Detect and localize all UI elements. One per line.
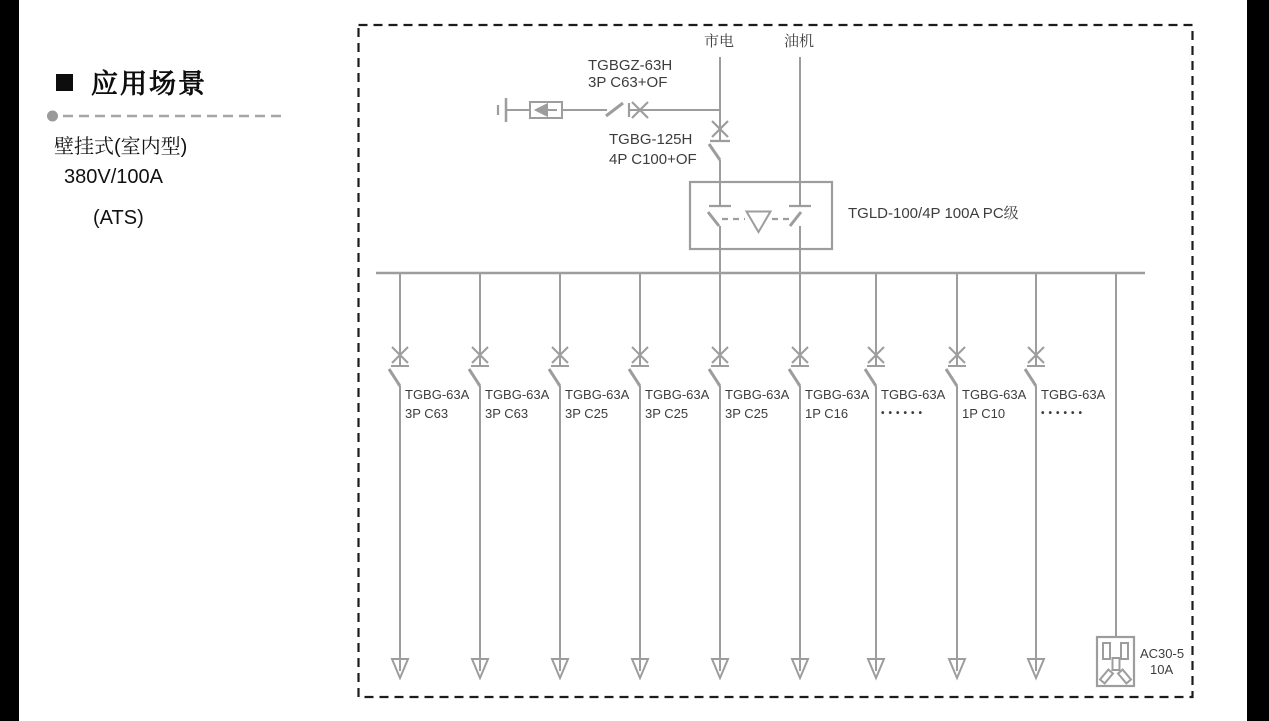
branch-4-model: TGBG-63A bbox=[645, 387, 710, 402]
sidebar-separator bbox=[47, 111, 281, 122]
sidebar-text-mount-type: 壁挂式(室内型) bbox=[54, 136, 188, 158]
spd-breaker-model: TGBGZ-63H bbox=[588, 57, 673, 74]
socket-icon bbox=[1097, 637, 1134, 686]
branch-feeder-1 bbox=[389, 273, 409, 678]
sidebar-text-rating: 380V/100A bbox=[64, 166, 163, 188]
branch-1-model: TGBG-63A bbox=[405, 387, 470, 402]
mains-incoming-line bbox=[709, 57, 730, 206]
branch-feeder-8 bbox=[946, 273, 966, 678]
main-breaker-spec: 4P C100+OF bbox=[609, 151, 697, 168]
ats-switch bbox=[690, 182, 832, 273]
mains-source-label: 市电 bbox=[704, 33, 735, 50]
branch-6-spec: 1P C16 bbox=[805, 406, 849, 421]
spd-branch bbox=[498, 98, 720, 122]
branch-2-model: TGBG-63A bbox=[485, 387, 550, 402]
branch-feeder-3 bbox=[549, 273, 569, 678]
branch-feeder-6 bbox=[789, 273, 809, 678]
branch-5-spec: 3P C25 bbox=[725, 406, 769, 421]
branch-feeder-9 bbox=[1025, 273, 1045, 678]
branch-9-spec: •••••• bbox=[1041, 408, 1087, 419]
branch-8-model: TGBG-63A bbox=[962, 387, 1027, 402]
section-heading: 应用场景 bbox=[91, 69, 207, 99]
branch-4-spec: 3P C25 bbox=[645, 406, 689, 421]
ats-label: TGLD-100/4P 100A PC级 bbox=[848, 205, 1019, 222]
branch-3-model: TGBG-63A bbox=[565, 387, 630, 402]
diagram-dashed-border bbox=[359, 25, 1193, 697]
branch-feeder-4 bbox=[629, 273, 649, 678]
branch-feeder-2 bbox=[469, 273, 489, 678]
branch-7-spec: •••••• bbox=[881, 408, 927, 419]
branch-2-spec: 3P C63 bbox=[485, 406, 529, 421]
generator-source-label: 油机 bbox=[784, 33, 815, 50]
branch-1-spec: 3P C63 bbox=[405, 406, 449, 421]
socket-branch bbox=[1097, 273, 1134, 686]
branch-feeder-7 bbox=[865, 273, 885, 678]
ats-linkage-triangle-icon bbox=[747, 212, 771, 233]
branch-8-spec: 1P C10 bbox=[962, 406, 1006, 421]
branch-9-model: TGBG-63A bbox=[1041, 387, 1106, 402]
socket-rating-label: 10A bbox=[1150, 662, 1174, 677]
branch-6-model: TGBG-63A bbox=[805, 387, 870, 402]
socket-model-label: AC30-5 bbox=[1140, 646, 1185, 661]
main-breaker-model: TGBG-125H bbox=[609, 131, 693, 148]
branch-7-model: TGBG-63A bbox=[881, 387, 946, 402]
branch-3-spec: 3P C25 bbox=[565, 406, 609, 421]
sidebar-text-ats: (ATS) bbox=[93, 207, 144, 229]
branch-feeder-5 bbox=[709, 273, 729, 678]
branch-5-model: TGBG-63A bbox=[725, 387, 790, 402]
spd-arrow-icon bbox=[536, 105, 547, 116]
spd-breaker-spec: 3P C63+OF bbox=[588, 74, 668, 91]
